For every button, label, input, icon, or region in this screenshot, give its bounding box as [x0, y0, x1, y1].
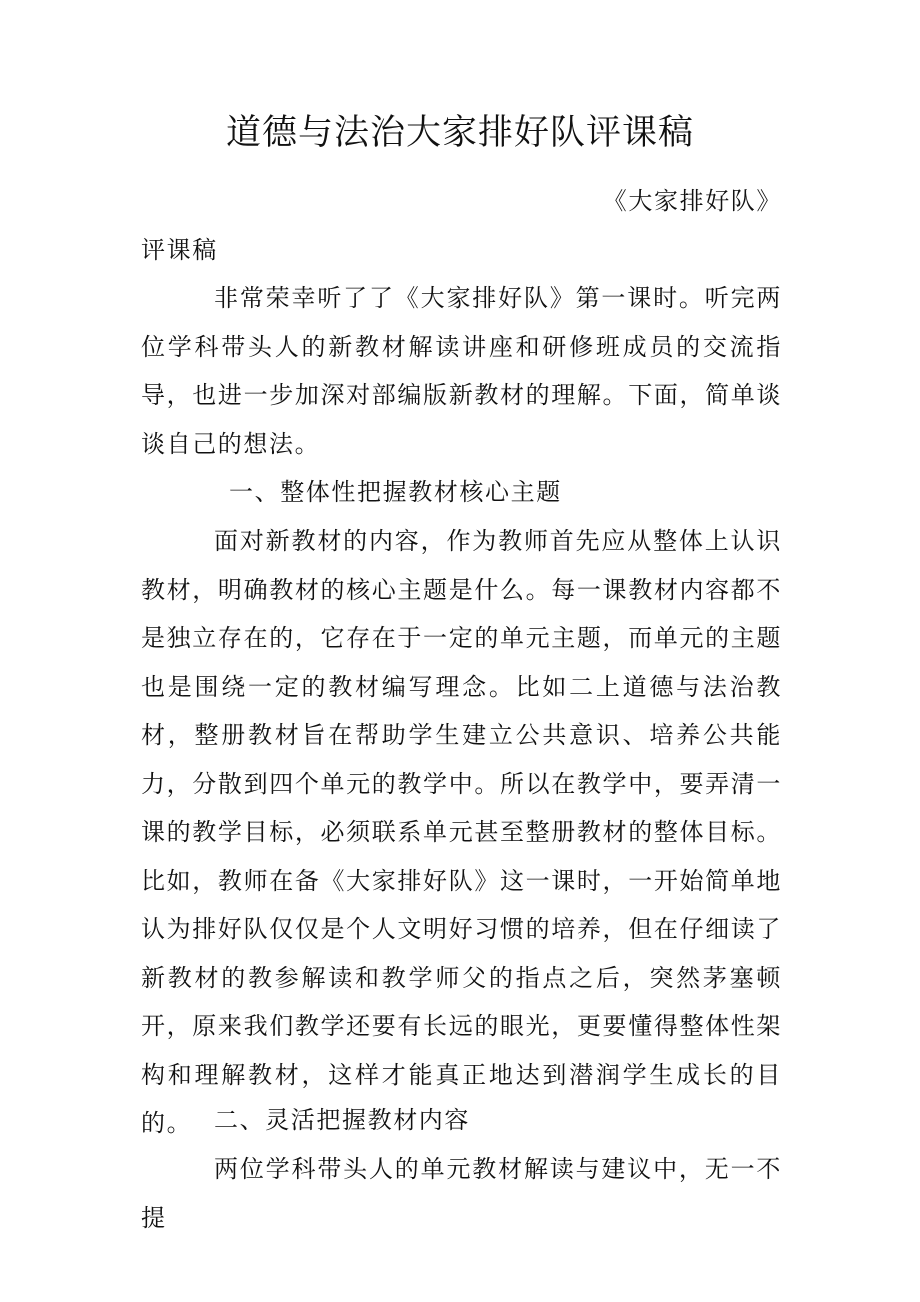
section-2-heading: 二、灵活把握教材内容	[214, 1106, 470, 1134]
subtitle-right: 《大家排好队》	[602, 187, 782, 215]
section-2-paragraph: 两位学科带头人的单元教材解读与建议中，无一不提	[141, 1155, 782, 1232]
section-1-paragraph: 面对新教材的内容，作为教师首先应从整体上认识教材，明确教材的核心主题是什么。每一课教材内容都不是独立存在的，它存在于一定的单元主题，而单元的主题也是围绕一定的教材编写理念。比如二上道德与法治教材，整册教材旨在帮助学生建立公共意识、培养公共能力，分散到四个单元的教学中。所以在教学中，要弄清一课的教学目标，必须联系单元甚至整册教材的整体目标。比如，教师在备《大家排好队》这一课时，一开始简单地认为排好队仅仅是个人文明好习惯的培养，但在仔细读了新教材的教参解读和教学师父的指点之后，突然茅塞顿开，原来我们教学还要有长远的眼光，更要懂得整体性架构和理解教材，这样才能真正地达到潜润学生成长的目的。	[141, 527, 782, 1137]
document-title: 道德与法治大家排好队评课稿	[225, 113, 694, 153]
subtitle-left: 评课稿	[141, 236, 218, 264]
intro-paragraph: 非常荣幸听了了《大家排好队》第一课时。听完两位学科带头人的新教材解读讲座和研修班成员的交流指导，也进一步加深对部编版新教材的理解。下面，简单谈谈自己的想法。	[141, 284, 782, 458]
section-1-heading: 一、整体性把握教材核心主题	[229, 478, 562, 506]
